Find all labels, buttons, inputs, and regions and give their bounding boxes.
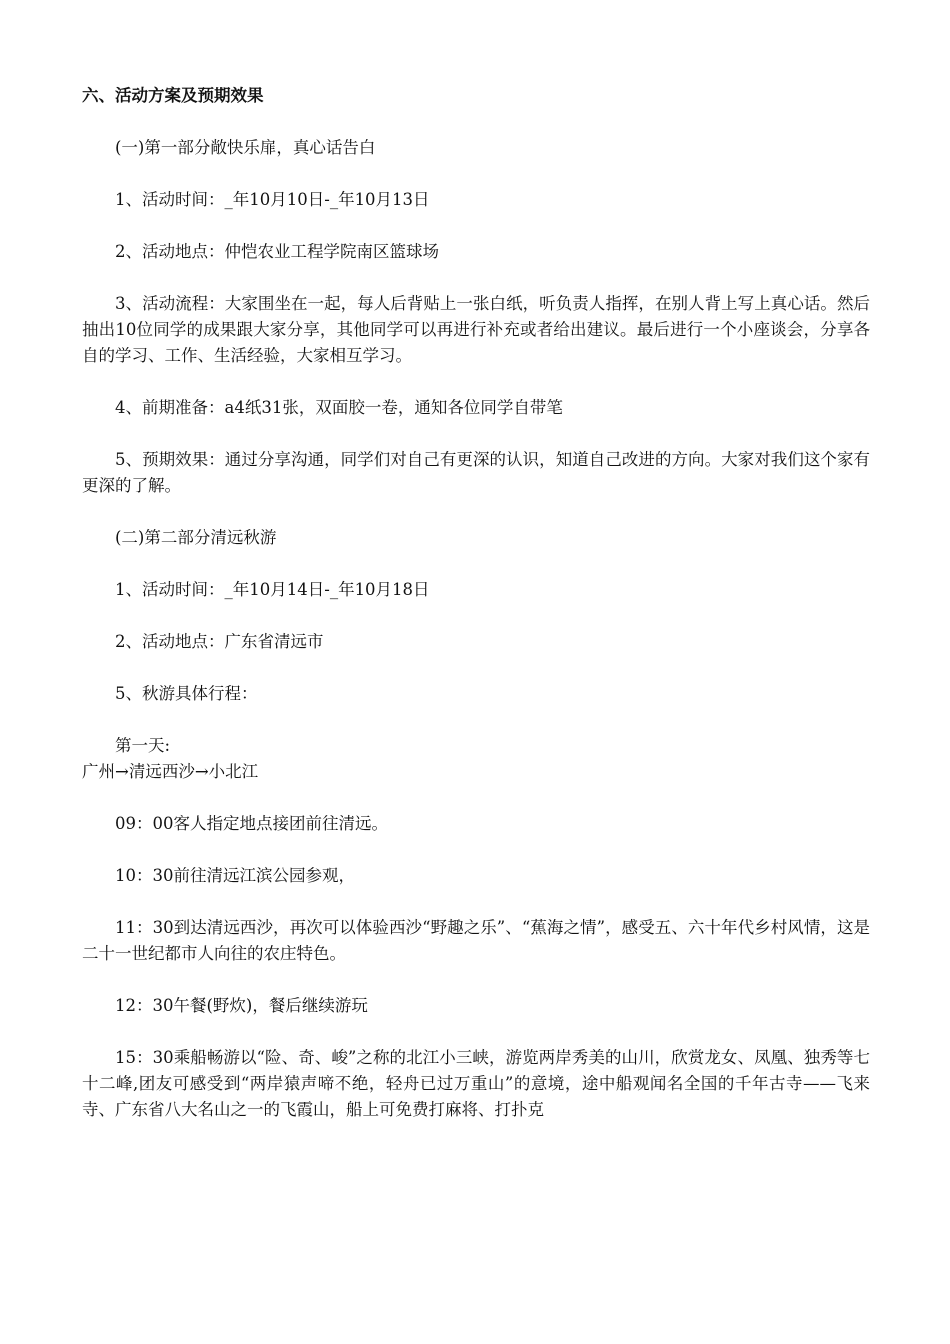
itinerary-title: 5、秋游具体行程： (115, 684, 258, 703)
activity-time-2: 1、活动时间：_年10月14日-_年10月18日 (115, 580, 430, 599)
expected-effect: 5、预期效果：通过分享沟通，同学们对自己有更深的认识，知道自己改进的方向。大家对我们这个家有更深的了解。 (82, 450, 870, 495)
activity-process: 3、活动流程：大家围坐在一起，每人后背贴上一张白纸，听负责人指挥，在别人背上写上真心话。然后抽出10位同学的成果跟大家分享，其他同学可以再进行补充或者给出建议。最后进行一个小座谈会，分享各自的学习、工作、生活经验，大家相互学习。 (82, 294, 870, 365)
schedule-item: 12：30午餐(野炊)，餐后继续游玩 (115, 996, 368, 1015)
activity-time-1: 1、活动时间：_年10月10日-_年10月13日 (115, 190, 430, 209)
section-heading: 六、活动方案及预期效果 (82, 86, 264, 105)
document-page (82, 70, 870, 1136)
day-one-label: 第一天: (115, 736, 171, 755)
activity-location-1: 2、活动地点：仲恺农业工程学院南区篮球场 (115, 242, 439, 261)
schedule-item: 10：30前往清远江滨公园参观， (115, 866, 355, 885)
schedule-item: 11：30到达清远西沙，再次可以体验西沙“野趣之乐”、“蕉海之情”，感受五、六十年代乡村风情，这是二十一世纪都市人向往的农庄特色。 (82, 918, 870, 963)
schedule-item: 09：00客人指定地点接团前往清远。 (115, 814, 388, 833)
subsection-title-1: (一)第一部分敞快乐扉，真心话告白 (115, 138, 376, 157)
schedule-item: 15：30乘船畅游以“险、奇、峻”之称的北江小三峡，游览两岸秀美的山川，欣赏龙女、凤凰、独秀等七十二峰,团友可感受到“两岸猿声啼不绝，轻舟已过万重山”的意境，途中船观闻名全国的千年古寺——飞来寺、广东省八大名山之一的飞霞山，船上可免费打麻将、打扑克 (82, 1048, 870, 1119)
route-line: 广州→清远西沙→小北江 (82, 762, 259, 781)
activity-location-2: 2、活动地点：广东省清远市 (115, 632, 324, 651)
preparation: 4、前期准备：a4纸31张，双面胶一卷，通知各位同学自带笔 (115, 398, 563, 417)
subsection-title-2: (二)第二部分清远秋游 (115, 528, 277, 547)
